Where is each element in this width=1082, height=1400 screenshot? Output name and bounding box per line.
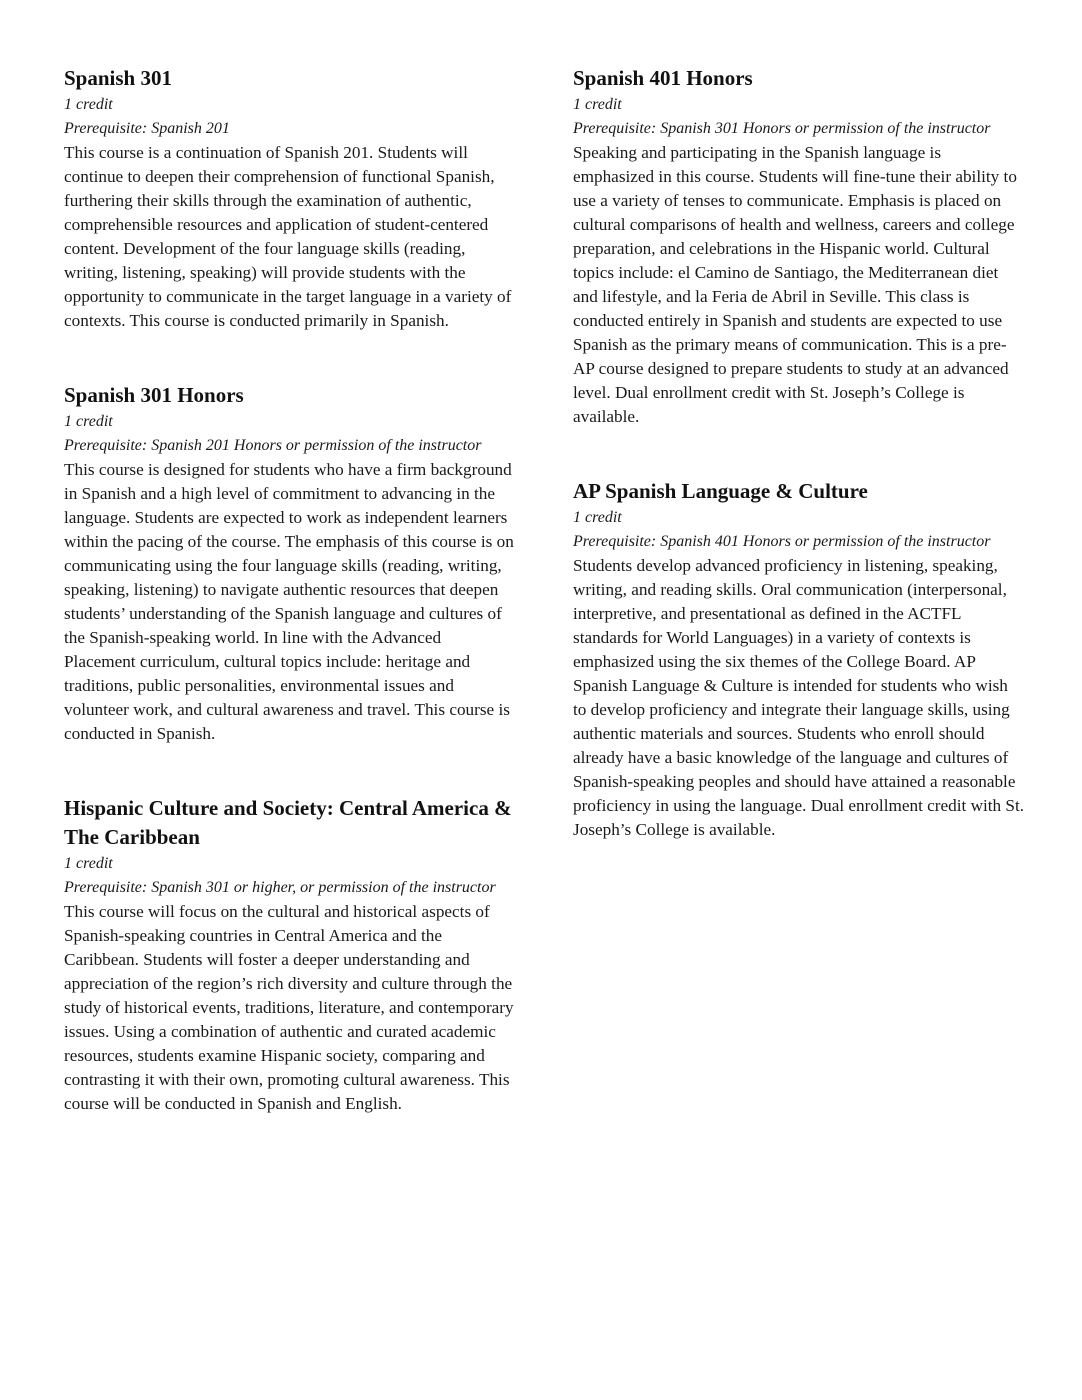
course-spanish-401-honors [573,64,1025,429]
course-prerequisite: Prerequisite: Spanish 201 [64,120,230,137]
course-spanish-301-honors [64,381,516,746]
course-title: Spanish 401 Honors [573,66,753,90]
course-description: This course will focus on the cultural and historical aspects of Spanish-speaking countries in Central America and the Caribbean. Students will foster a deeper understanding and appreciation of the region’s rich diversity and culture through the study of historical events, traditions, literature, and contemporary issues. Using a combination of authentic and curated academic resources, students examine Hispanic society, comparing and contrasting it with their own, promoting cultural awareness. This course will be conducted in Spanish and English. [64,902,514,1113]
course-spanish-301 [64,64,516,333]
course-prerequisite: Prerequisite: Spanish 201 Honors or permission of the instructor [64,437,482,454]
course-description: This course is a continuation of Spanish 201. Students will continue to deepen their comprehension of functional Spanish, furthering their skills through the examination of authentic, comprehensible resources and application of student-centered content. Development of the four language skills (reading, writing, listening, speaking) will provide students with the opportunity to communicate in the target language in a variety of contexts. This course is conducted primarily in Spanish. [64,143,512,330]
course-ap-spanish [573,477,1025,842]
course-title: AP Spanish Language & Culture [573,479,868,503]
course-title: Spanish 301 [64,66,172,90]
course-description: This course is designed for students who have a firm background in Spanish and a high level of commitment to advancing in the language. Students are expected to work as independent learners within the pacing of the course. The emphasis of this course is on communicating using the four language skills (reading, writing, speaking, listening) to navigate authentic resources that deepen students’ understanding of the Spanish language and cultures of the Spanish-speaking world. In line with the Advanced Placement curriculum, cultural topics include: heritage and traditions, public personalities, environmental issues and volunteer work, and cultural awareness and travel. This course is conducted in Spanish. [64,460,514,743]
course-credit: 1 credit [573,96,622,113]
course-title: Hispanic Culture and Society: Central America & The Caribbean [64,796,512,849]
course-description: Students develop advanced proficiency in listening, speaking, writing, and reading skills. Oral communication (interpersonal, interpretive, and presentational as defined in the ACTFL standards for World Languages) in a variety of contexts is emphasized using the six themes of the College Board. AP Spanish Language & Culture is intended for students who wish to develop proficiency and integrate their language skills, using authentic materials and sources. Students who enroll should already have a basic knowledge of the language and cultures of Spanish-speaking peoples and should have attained a reasonable proficiency in using the language. Dual enrollment credit with St. Joseph’s College is available. [573,556,1025,839]
course-credit: 1 credit [573,509,622,526]
course-credit: 1 credit [64,413,113,430]
course-prerequisite: Prerequisite: Spanish 301 Honors or permission of the instructor [573,120,991,137]
course-credit: 1 credit [64,855,113,872]
course-prerequisite: Prerequisite: Spanish 301 or higher, or permission of the instructor [64,879,496,896]
course-description: Speaking and participating in the Spanish language is emphasized in this course. Students will fine-tune their ability to use a variety of tenses to communicate. Emphasis is placed on cultural comparisons of health and wellness, careers and college preparation, and celebrations in the Hispanic world. Cultural topics include: el Camino de Santiago, the Mediterranean diet and lifestyle, and la Feria de Abril in Seville. This class is conducted entirely in Spanish and students are expected to use Spanish as the primary means of communication. This is a pre-AP course designed to prepare students to study at an advanced level. Dual enrollment credit with St. Joseph’s College is available. [573,143,1017,426]
course-title: Spanish 301 Honors [64,383,244,407]
course-credit: 1 credit [64,96,113,113]
left-column [64,64,516,1164]
right-column [573,64,1025,890]
course-prerequisite: Prerequisite: Spanish 401 Honors or permission of the instructor [573,533,991,550]
course-hispanic-culture [64,794,516,1116]
